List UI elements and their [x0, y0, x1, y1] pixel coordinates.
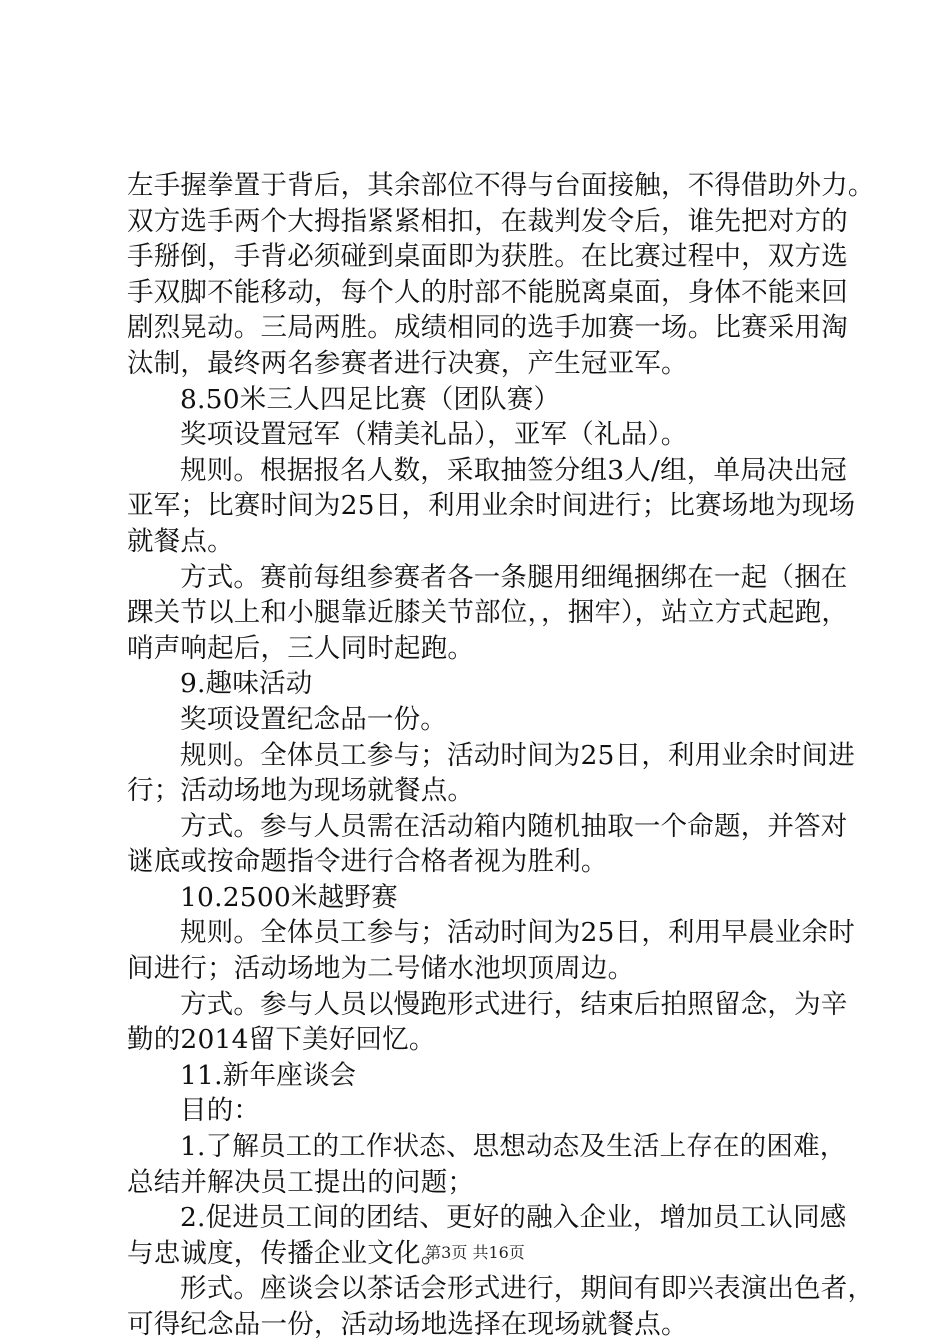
text-line: 11.新年座谈会	[180, 1059, 357, 1091]
text-line: 双方选手两个大拇指紧紧相扣，在裁判发令后，谁先把对方的	[127, 205, 848, 237]
text-line: 左手握拳置于背后，其余部位不得与台面接触，不得借助外力。	[127, 170, 875, 201]
text-line: 就餐点。	[127, 525, 234, 557]
text-line: 行；活动场地为现场就餐点。	[127, 775, 475, 807]
text-line: 方式。赛前每组参赛者各一条腿用细绳捆绑在一起（捆在	[180, 561, 848, 593]
text-line: 亚军；比赛时间为25日，利用业余时间进行；比赛场地为现场	[127, 490, 856, 522]
text-line: 哨声响起后，三人同时起跑。	[127, 632, 475, 664]
text-line: 奖项设置冠军（精美礼品），亚军（礼品）。	[180, 419, 688, 451]
text-line: 手掰倒，手背必须碰到桌面即为获胜。在比赛过程中，双方选	[127, 241, 848, 273]
text-line: 方式。参与人员以慢跑形式进行，结束后拍照留念，为辛	[180, 988, 848, 1020]
text-line: 2.促进员工间的团结、更好的融入企业，增加员工认同感	[180, 1202, 847, 1234]
text-line: 与忠诚度，传播企业文化。	[127, 1237, 448, 1269]
text-line: 规则。全体员工参与；活动时间为25日，利用早晨业余时	[180, 917, 855, 949]
text-line: 间进行；活动场地为二号储水池坝顶周边。	[127, 953, 635, 985]
document-body	[127, 168, 875, 1343]
text-line: 方式。参与人员需在活动箱内随机抽取一个命题，并答对	[180, 810, 848, 842]
text-line: 谜底或按命题指令进行合格者视为胜利。	[127, 846, 608, 878]
text-line: 勤的2014留下美好回忆。	[127, 1024, 436, 1056]
text-line: 可得纪念品一份，活动场地选择在现场就餐点。	[127, 1309, 688, 1340]
text-line: 10.2500米越野赛	[180, 881, 398, 913]
text-line: 踝关节以上和小腿靠近膝关节部位，，捆牢），站立方式起跑，	[127, 597, 849, 629]
text-line: 8.50米三人四足比赛（团队赛）	[180, 383, 561, 415]
text-line: 手双脚不能移动，每个人的肘部不能脱离桌面，身体不能来回	[127, 276, 848, 308]
text-line: 剧烈晃动。三局两胜。成绩相同的选手加赛一场。比赛采用淘	[127, 312, 848, 344]
text-line: 9.趣味活动	[180, 668, 313, 700]
text-line: 规则。根据报名人数，采取抽签分组3人/组，单局决出冠	[180, 454, 847, 486]
text-line: 形式。座谈会以茶话会形式进行，期间有即兴表演出色者，	[180, 1273, 875, 1305]
page-footer: 第3页 共16页	[425, 1243, 525, 1262]
text-line: 规则。全体员工参与；活动时间为25日，利用业余时间进	[180, 739, 855, 771]
text-line: 总结并解决员工提出的问题；	[127, 1166, 475, 1198]
text-line: 奖项设置纪念品一份。	[180, 703, 447, 735]
text-line: 汰制，最终两名参赛者进行决赛，产生冠亚军。	[127, 347, 688, 379]
text-line: 1.了解员工的工作状态、思想动态及生活上存在的困难，	[180, 1131, 847, 1163]
text-line: 目的：	[180, 1095, 261, 1127]
